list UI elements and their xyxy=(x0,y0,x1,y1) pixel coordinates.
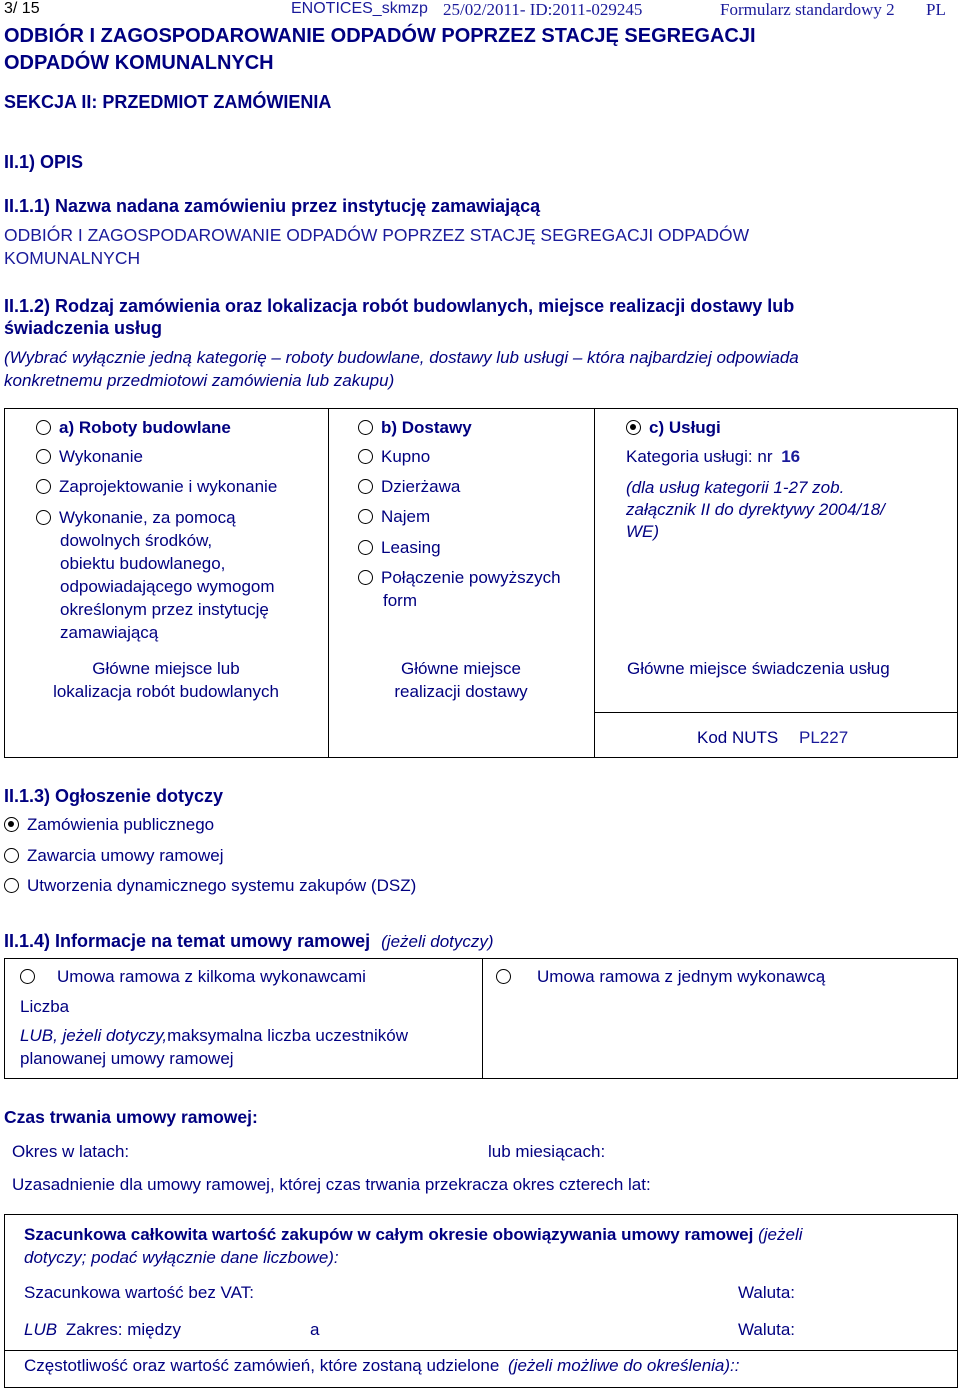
contract-title-line1: ODBIÓR I ZAGOSPODAROWANIE ODPADÓW POPRZEZ STACJĘ SEGREGACJI xyxy=(4,25,756,47)
works-realisation-option[interactable] xyxy=(36,508,236,528)
estimate-heading-note: dotyczy; podać wyłącznie dane liczbowe): xyxy=(24,1248,339,1267)
form-name: Formularz standardowy 2 xyxy=(720,0,895,19)
range-row xyxy=(24,1320,181,1340)
place-line: lokalizacja robót budowlanych xyxy=(53,682,279,701)
divider xyxy=(482,958,483,1079)
divider xyxy=(594,712,958,713)
services-place-label: Główne miejsce świadczenia usług xyxy=(627,659,890,678)
radio-icon[interactable] xyxy=(36,420,51,435)
supplies-lease-option[interactable] xyxy=(358,477,460,497)
s111-value-line1: ODBIÓR I ZAGOSPODAROWANIE ODPADÓW POPRZEZ STACJĘ SEGREGACJI ODPADÓW xyxy=(4,225,750,245)
category-label: Kategoria usługi: nr xyxy=(626,447,773,466)
subsection-opis: II.1) OPIS xyxy=(4,152,84,172)
works-realisation-line: dowolnych środków, xyxy=(60,531,213,550)
currency-label: Waluta: xyxy=(738,1283,796,1302)
works-realisation-line: określonym przez instytucję xyxy=(60,600,269,619)
option-label: Umowa ramowa z jednym wykonawcą xyxy=(537,967,826,986)
lub-rest: maksymalna liczba uczestników xyxy=(167,1026,408,1045)
radio-icon[interactable] xyxy=(626,420,641,435)
page-number: 3/ 15 xyxy=(4,0,40,17)
service-category xyxy=(626,447,800,467)
framework-multi-option[interactable] xyxy=(20,967,366,987)
works-realisation-line: obiektu budowlanego, xyxy=(60,554,226,573)
option-label: Umowa ramowa z kilkoma wykonawcami xyxy=(57,967,366,986)
works-design-execution-option[interactable] xyxy=(36,477,277,497)
services-label: c) Usługi xyxy=(649,418,721,437)
s112-heading-line2: świadczenia usług xyxy=(4,318,163,338)
estimated-value-label: Szacunkowa wartość bez VAT: xyxy=(24,1283,254,1302)
radio-icon[interactable] xyxy=(36,449,51,464)
s112-note-line1: (Wybrać wyłącznie jedną kategorię – roboty budowlane, dostawy lub usługi – która najbardziej odpowiada xyxy=(4,348,799,367)
option-label: Dzierżawa xyxy=(381,477,461,496)
works-realisation-line: zamawiającą xyxy=(60,623,159,642)
option-label: Utworzenia dynamicznego systemu zakupów (DSZ) xyxy=(27,876,417,895)
category-value: 16 xyxy=(781,447,801,466)
place-line: Główne miejsce xyxy=(401,659,521,678)
radio-icon[interactable] xyxy=(36,479,51,494)
lub-prefix: LUB, jeżeli dotyczy, xyxy=(20,1026,168,1045)
divider xyxy=(594,408,595,758)
place-line: realizacji dostawy xyxy=(394,682,528,701)
document-date-id: 25/02/2011- ID:2011-029245 xyxy=(443,0,643,19)
nuts-label: Kod NUTS xyxy=(697,728,779,747)
estimate-heading-note: (jeżeli xyxy=(758,1225,803,1244)
works-option[interactable] xyxy=(36,418,231,438)
option-label: Leasing xyxy=(381,538,441,557)
supplies-place-label xyxy=(328,659,594,702)
radio-icon[interactable] xyxy=(358,509,373,524)
range-and-label: a xyxy=(310,1320,320,1339)
works-place-label xyxy=(4,659,328,702)
works-realisation-line: odpowiadającego wymogom xyxy=(60,577,275,596)
estimate-heading-text: Szacunkowa całkowita wartość zakupów w całym okresie obowiązywania umowy ramowej xyxy=(24,1225,754,1244)
place-line: Główne miejsce lub xyxy=(92,659,240,678)
duration-heading: Czas trwania umowy ramowej: xyxy=(4,1107,258,1127)
radio-icon[interactable] xyxy=(4,878,19,893)
s111-heading: II.1.1) Nazwa nadana zamówieniu przez instytucję zamawiającą xyxy=(4,196,541,216)
divider xyxy=(328,408,329,758)
radio-icon[interactable] xyxy=(358,449,373,464)
frequency-label xyxy=(24,1356,740,1376)
option-label: Zamówienia publicznego xyxy=(27,815,215,834)
radio-icon[interactable] xyxy=(20,969,35,984)
s112-note-line2: konkretnemu przedmiotowi zamówienia lub zakupu) xyxy=(4,371,395,390)
max-participants-line2: planowanej umowy ramowej xyxy=(20,1049,234,1068)
radio-icon[interactable] xyxy=(4,848,19,863)
max-participants-label xyxy=(20,1026,408,1046)
heading-note: (jeżeli dotyczy) xyxy=(381,932,494,951)
supplies-purchase-option[interactable] xyxy=(358,447,430,467)
s111-value-line2: KOMUNALNYCH xyxy=(4,248,141,268)
framework-single-option[interactable] xyxy=(496,967,825,987)
frequency-note: (jeżeli możliwe do określenia):: xyxy=(508,1356,740,1375)
radio-icon[interactable] xyxy=(496,969,511,984)
duration-months-label: lub miesiącach: xyxy=(488,1142,606,1161)
supplies-rental-option[interactable] xyxy=(358,507,430,527)
range-label: Zakres: między xyxy=(65,1320,182,1339)
section-title: SEKCJA II: PRZEDMIOT ZAMÓWIENIA xyxy=(4,92,332,112)
radio-icon[interactable] xyxy=(36,510,51,525)
nuts-value: PL227 xyxy=(799,728,849,747)
dps-option[interactable] xyxy=(4,876,416,896)
service-category-note: WE) xyxy=(626,522,660,541)
document-id: ENOTICES_skmzp xyxy=(291,0,428,17)
works-label: a) Roboty budowlane xyxy=(59,418,231,437)
services-option[interactable] xyxy=(626,418,721,438)
option-label: Wykonanie xyxy=(59,447,143,466)
radio-icon[interactable] xyxy=(358,540,373,555)
works-execution-option[interactable] xyxy=(36,447,143,467)
divider xyxy=(4,1350,958,1351)
framework-option[interactable] xyxy=(4,846,224,866)
duration-years-label: Okres w latach: xyxy=(12,1142,130,1161)
frequency-text: Częstotliwość oraz wartość zamówień, które zostaną udzielone xyxy=(24,1356,500,1375)
supplies-leasing-option[interactable] xyxy=(358,538,441,558)
supplies-label: b) Dostawy xyxy=(381,418,472,437)
option-label: Zawarcia umowy ramowej xyxy=(27,846,224,865)
radio-icon[interactable] xyxy=(358,570,373,585)
option-label: Wykonanie, za pomocą xyxy=(59,508,236,527)
radio-icon[interactable] xyxy=(358,420,373,435)
option-label: Najem xyxy=(381,507,431,526)
lub-label: LUB xyxy=(24,1320,58,1339)
estimate-heading xyxy=(24,1223,944,1269)
supplies-combination-line: form xyxy=(383,591,417,610)
radio-icon[interactable] xyxy=(358,479,373,494)
contract-title-line2: ODPADÓW KOMUNALNYCH xyxy=(4,52,274,74)
supplies-combination-option[interactable] xyxy=(358,568,561,588)
radio-icon[interactable] xyxy=(4,817,19,832)
option-label: Połączenie powyższych xyxy=(381,568,561,587)
supplies-option[interactable] xyxy=(358,418,472,438)
public-contract-option[interactable] xyxy=(4,815,214,835)
service-category-note: (dla usług kategorii 1-27 zob. xyxy=(626,478,845,497)
language-code: PL xyxy=(926,0,946,19)
heading-text: II.1.4) Informacje na temat umowy ramowej xyxy=(4,931,371,951)
option-label: Kupno xyxy=(381,447,431,466)
currency-label-2: Waluta: xyxy=(738,1320,796,1339)
s112-heading-line1: II.1.2) Rodzaj zamówienia oraz lokalizacja robót budowlanych, miejsce realizacji dostawy lub xyxy=(4,296,795,316)
s114-heading xyxy=(4,931,494,952)
duration-justification-label: Uzasadnienie dla umowy ramowej, której czas trwania przekracza okres czterech lat: xyxy=(12,1175,651,1194)
option-label: Zaprojektowanie i wykonanie xyxy=(59,477,278,496)
service-category-note: załącznik II do dyrektywy 2004/18/ xyxy=(626,500,885,519)
participants-number-label: Liczba xyxy=(20,997,70,1016)
s113-heading: II.1.3) Ogłoszenie dotyczy xyxy=(4,786,224,806)
